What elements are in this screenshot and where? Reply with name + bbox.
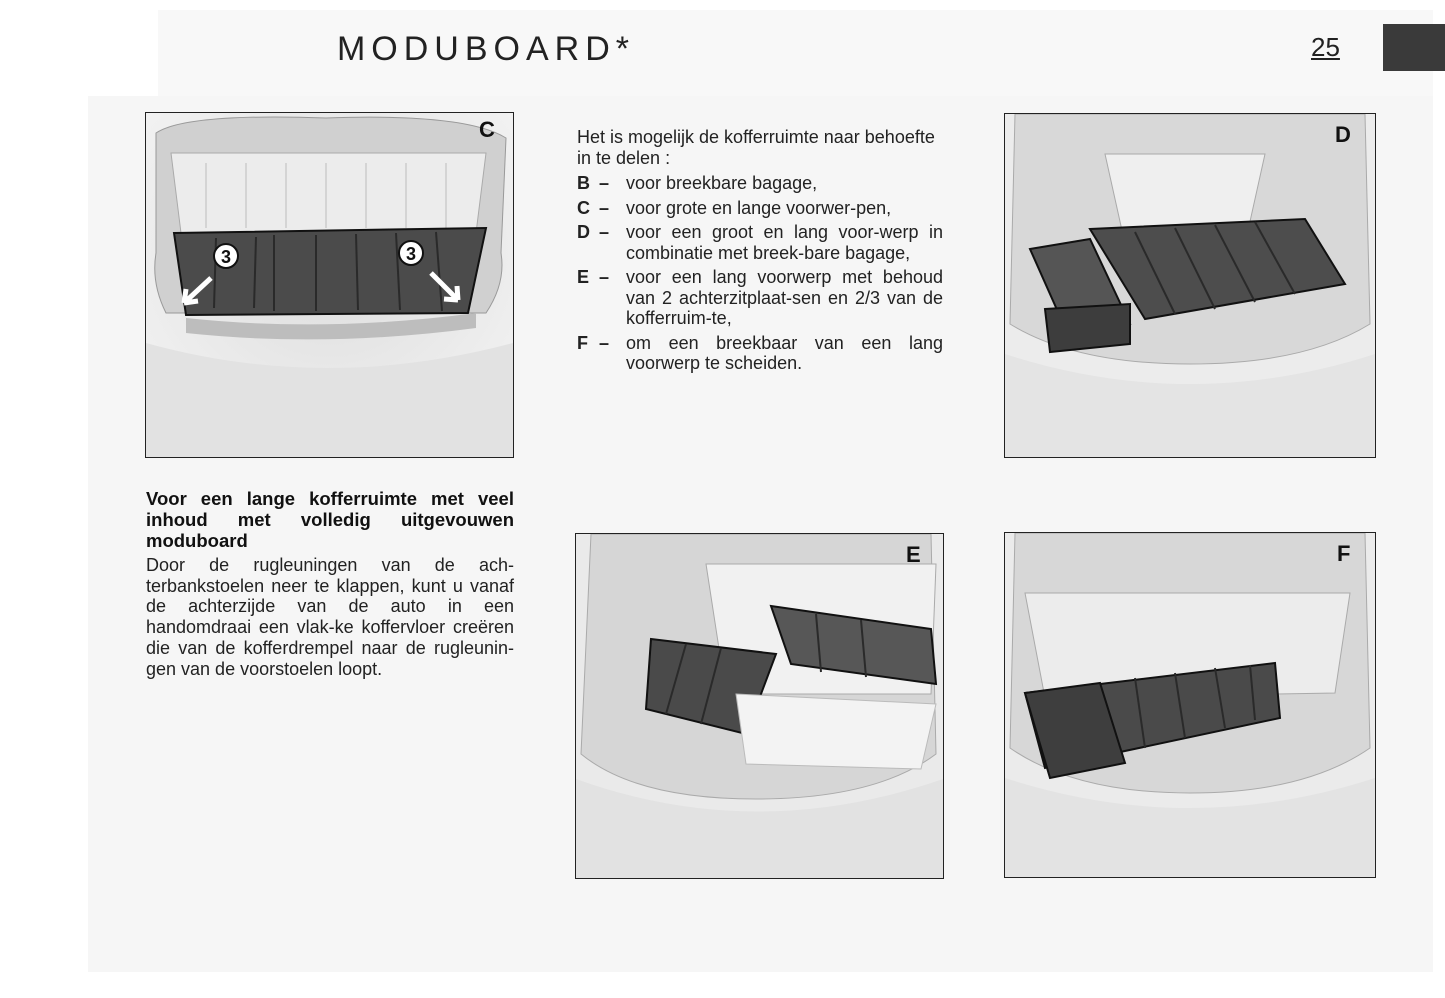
- list-item: [577, 333, 943, 374]
- figure-c-trunk-flat-floor: [145, 112, 514, 458]
- option-letter: C: [577, 197, 590, 218]
- option-text: voor breekbare bagage,: [626, 173, 818, 193]
- option-text: voor grote en lange voorwer-pen,: [626, 197, 892, 218]
- option-dash: –: [599, 332, 610, 353]
- figure-label-c: C: [479, 117, 495, 142]
- page-number: 25: [1311, 32, 1340, 62]
- figure-f-trunk-separator: [1004, 532, 1376, 878]
- callout-number-left: 3: [220, 247, 232, 267]
- list-item: [577, 198, 943, 219]
- section-body: Door de rugleuningen van de ach-terbankstoelen neer te klappen, kunt u vanaf de achterzijde van de auto in een handomdraai een vlak-ke koffervloer creëren die van de kofferdrempel naar de rugleunin-gen van de voorstoelen loopt.: [146, 555, 514, 679]
- figure-label-e: E: [906, 542, 921, 567]
- trunk-illustration-f: [1005, 533, 1375, 877]
- option-letter: D: [577, 222, 590, 242]
- list-item: [577, 267, 943, 329]
- option-text: voor een lang voorwerp met behoud van 2 achterzitplaat-sen en 2/3 van de kofferruim-te,: [626, 267, 943, 328]
- intro-text: Het is mogelijk de kofferruimte naar behoefte in te delen :: [577, 127, 935, 168]
- figure-e-trunk-split-board: [575, 533, 944, 879]
- option-letter: E: [577, 267, 590, 287]
- list-item: [577, 222, 943, 263]
- option-dash: –: [599, 267, 610, 287]
- option-letter: F: [577, 332, 588, 353]
- section-heading: Voor een lange kofferruimte met veel inhoud met volledig uitgevouwen moduboard: [146, 488, 514, 551]
- chapter-tab-marker: [1383, 24, 1445, 71]
- figure-label-f: F: [1337, 541, 1351, 566]
- option-dash: –: [599, 197, 610, 218]
- option-text: om een breekbaar van een lang voorwerp te scheiden.: [626, 332, 943, 373]
- option-letter: B: [577, 173, 590, 193]
- option-dash: –: [599, 222, 610, 242]
- option-text: voor een groot en lang voor-werp in combinatie met breek-bare bagage,: [626, 222, 943, 263]
- trunk-illustration-c: [146, 113, 513, 457]
- page-title: MODUBOARD*: [336, 30, 636, 68]
- callout-number-right: 3: [405, 244, 417, 264]
- option-list: [577, 173, 943, 378]
- list-item: [577, 173, 943, 194]
- trunk-illustration-d: [1005, 114, 1375, 457]
- figure-label-d: D: [1335, 122, 1351, 147]
- trunk-illustration-e: [576, 534, 943, 878]
- figure-d-trunk-box-and-board: [1004, 113, 1376, 458]
- option-dash: –: [599, 173, 610, 193]
